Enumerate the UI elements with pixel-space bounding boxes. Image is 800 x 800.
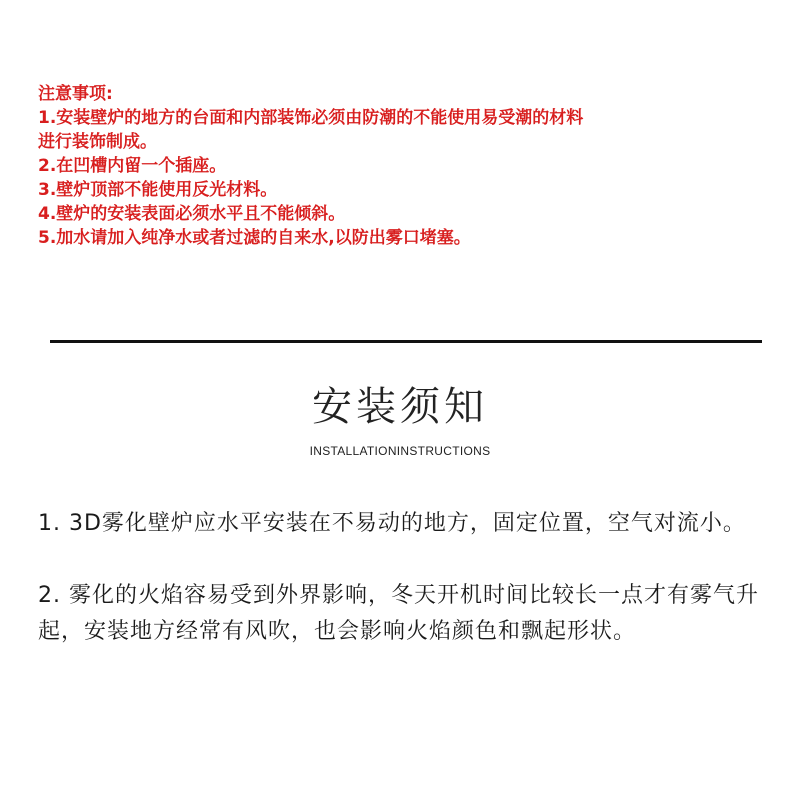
installation-title: 安装须知: [312, 384, 488, 430]
notice-line-6: 5.加水请加入纯净水或者过滤的自来水,以防出雾口堵塞。: [38, 228, 471, 248]
notice-line-1: 1.安装壁炉的地方的台面和内部装饰必须由防潮的不能使用易受潮的材料: [38, 108, 584, 128]
notice-title: 注意事项:: [38, 84, 113, 104]
notice-line-3: 2.在凹槽内留一个插座。: [38, 156, 227, 176]
notice-line-2: 进行装饰制成。: [38, 132, 157, 152]
notice-line-4: 3.壁炉顶部不能使用反光材料。: [38, 180, 278, 200]
installation-instructions: [38, 506, 768, 686]
notice-line-5: 4.壁炉的安装表面必须水平且不能倾斜。: [38, 204, 346, 224]
notice-section: [38, 82, 778, 250]
installation-subtitle: INSTALLATIONINSTRUCTIONS: [309, 444, 491, 458]
instruction-item-2: 2. 雾化的火焰容易受到外界影响，冬天开机时间比较长一点才有雾气升起，安装地方经常有风吹，也会影响火焰颜色和飘起形状。: [38, 583, 759, 644]
section-divider: [50, 340, 762, 343]
instruction-item-1: 1. 3D雾化壁炉应水平安装在不易动的地方，固定位置，空气对流小。: [38, 511, 746, 536]
